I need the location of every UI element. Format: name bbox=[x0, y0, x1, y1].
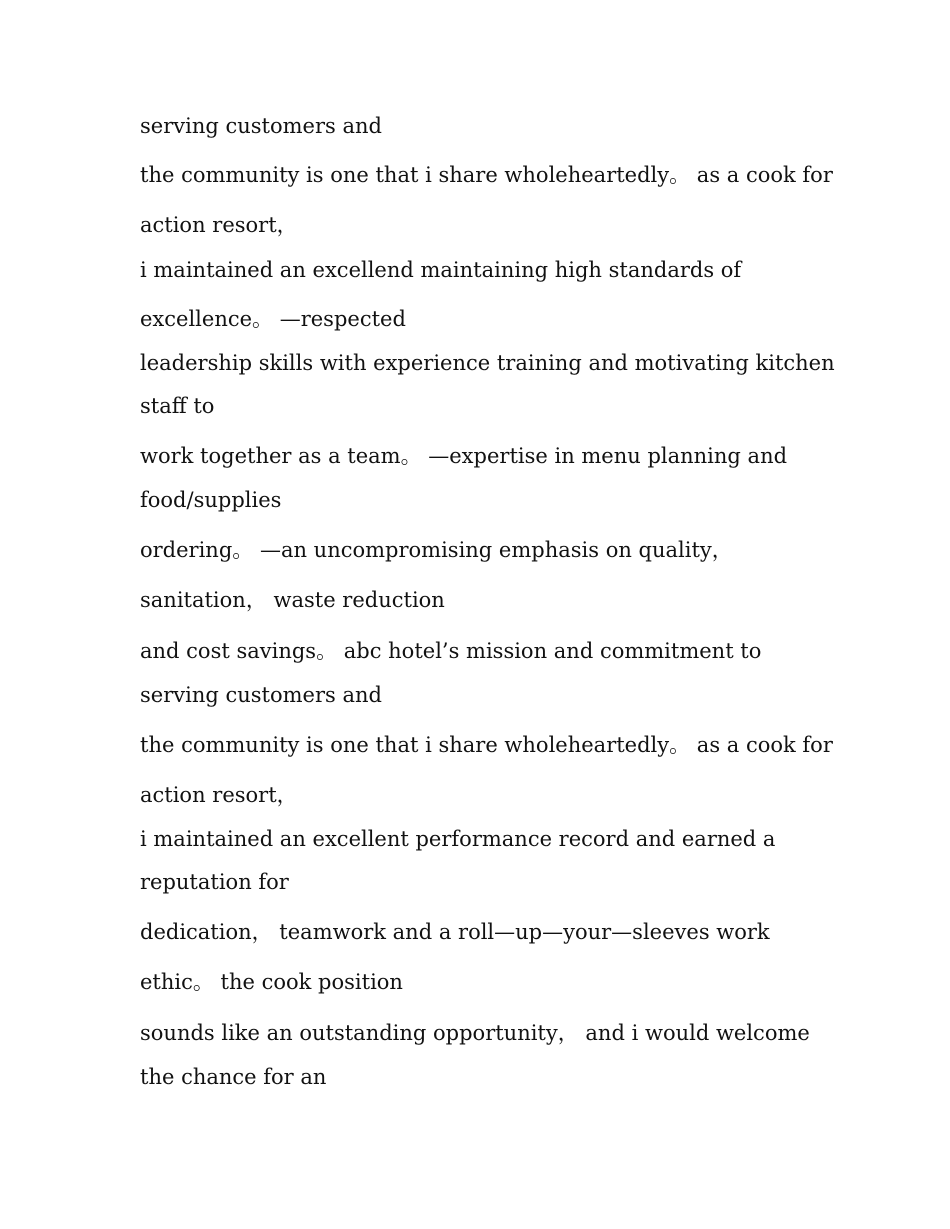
text-line: food/supplies bbox=[140, 488, 282, 512]
text-line: action resort， bbox=[140, 213, 298, 237]
text-line: action resort， bbox=[140, 783, 298, 807]
text-line: dedication， teamwork and a roll—up—your—sleeves work bbox=[140, 920, 770, 944]
text-line: reputation for bbox=[140, 870, 289, 894]
text-line: excellence。 —respected bbox=[140, 307, 406, 331]
text-line: work together as a team。 —expertise in menu planning and bbox=[140, 444, 788, 468]
text-line: ordering。 —an uncompromising emphasis on quality， bbox=[140, 538, 733, 562]
text-line: staff to bbox=[140, 394, 215, 418]
text-line: ethic。 the cook position bbox=[140, 970, 403, 994]
text-line: i maintained an excellend maintaining high standards of bbox=[140, 258, 742, 282]
text-line: the community is one that i share wholeheartedly。 as a cook for bbox=[140, 163, 833, 187]
text-line: sanitation， waste reduction bbox=[140, 588, 445, 612]
text-line: sounds like an outstanding opportunity， and i would welcome bbox=[140, 1021, 810, 1045]
text-line: and cost savings。 abc hotel’s mission and commitment to bbox=[140, 639, 762, 663]
text-line: serving customers and bbox=[140, 114, 382, 138]
text-line: leadership skills with experience training and motivating kitchen bbox=[140, 351, 835, 375]
text-line: the chance for an bbox=[140, 1065, 327, 1089]
text-line: serving customers and bbox=[140, 683, 382, 707]
text-line: i maintained an excellent performance record and earned a bbox=[140, 827, 776, 851]
text-line: the community is one that i share wholeheartedly。 as a cook for bbox=[140, 733, 833, 757]
